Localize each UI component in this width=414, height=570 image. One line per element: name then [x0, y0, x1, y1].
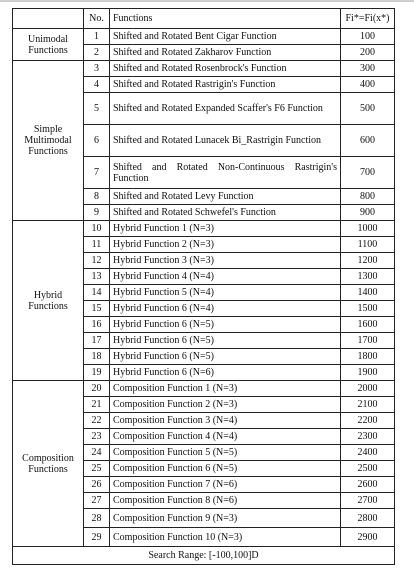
row-no: 16 [84, 317, 110, 333]
category-hybrid: Hybrid Functions [13, 221, 84, 381]
row-no: 12 [84, 253, 110, 269]
row-function: Composition Function 8 (N=6) [110, 493, 341, 509]
row-no: 7 [84, 157, 110, 189]
row-function: Hybrid Function 5 (N=4) [110, 285, 341, 301]
row-value: 1800 [341, 349, 395, 365]
row-value: 1900 [341, 365, 395, 381]
row-function: Shifted and Rotated Expanded Scaffer's F6 Function [110, 93, 341, 125]
row-value: 900 [341, 205, 395, 221]
row-no: 8 [84, 189, 110, 205]
row-value: 2300 [341, 429, 395, 445]
row-no: 27 [84, 493, 110, 509]
header-category [13, 9, 84, 29]
row-value: 200 [341, 45, 395, 61]
row-function: Hybrid Function 6 (N=5) [110, 317, 341, 333]
row-no: 14 [84, 285, 110, 301]
row-function: Composition Function 4 (N=4) [110, 429, 341, 445]
row-no: 22 [84, 413, 110, 429]
row-function: Composition Function 9 (N=3) [110, 509, 341, 528]
row-function: Shifted and Rotated Lunacek Bi_Rastrigin Function [110, 125, 341, 157]
search-range-note: Search Range: [-100,100]D [13, 547, 395, 565]
row-no: 1 [84, 29, 110, 45]
row-value: 1000 [341, 221, 395, 237]
row-function: Hybrid Function 6 (N=4) [110, 301, 341, 317]
row-function: Hybrid Function 3 (N=3) [110, 253, 341, 269]
category-unimodal: Unimodal Functions [13, 29, 84, 61]
row-value: 100 [341, 29, 395, 45]
row-value: 2000 [341, 381, 395, 397]
row-value: 1200 [341, 253, 395, 269]
row-value: 1700 [341, 333, 395, 349]
row-function: Composition Function 3 (N=4) [110, 413, 341, 429]
row-function: Shifted and Rotated Bent Cigar Function [110, 29, 341, 45]
row-value: 2600 [341, 477, 395, 493]
row-function: Hybrid Function 1 (N=3) [110, 221, 341, 237]
row-function: Shifted and Rotated Rosenbrock's Function [110, 61, 341, 77]
row-no: 18 [84, 349, 110, 365]
row-value: 2900 [341, 528, 395, 547]
row-function: Composition Function 10 (N=3) [110, 528, 341, 547]
row-value: 1300 [341, 269, 395, 285]
row-function: Hybrid Function 6 (N=5) [110, 333, 341, 349]
row-no: 21 [84, 397, 110, 413]
row-value: 2400 [341, 445, 395, 461]
row-no: 28 [84, 509, 110, 528]
row-value: 2100 [341, 397, 395, 413]
row-no: 20 [84, 381, 110, 397]
footer-row [13, 547, 395, 565]
table-row [13, 61, 395, 77]
row-no: 9 [84, 205, 110, 221]
row-function: Composition Function 6 (N=5) [110, 461, 341, 477]
category-composition: Composition Functions [13, 381, 84, 547]
header-functions: Functions [110, 9, 341, 29]
row-function: Shifted and Rotated Zakharov Function [110, 45, 341, 61]
header-optimum: Fi*=Fi(x*) [341, 9, 395, 29]
row-value: 800 [341, 189, 395, 205]
header-no: No. [84, 9, 110, 29]
table-row [13, 381, 395, 397]
row-no: 17 [84, 333, 110, 349]
row-function: Hybrid Function 6 (N=5) [110, 349, 341, 365]
table-row [13, 29, 395, 45]
top-cropped-line [0, 0, 414, 2]
row-function: Composition Function 7 (N=6) [110, 477, 341, 493]
row-function: Shifted and Rotated Levy Function [110, 189, 341, 205]
row-function: Composition Function 5 (N=5) [110, 445, 341, 461]
row-no: 13 [84, 269, 110, 285]
row-value: 2700 [341, 493, 395, 509]
row-value: 300 [341, 61, 395, 77]
row-value: 1600 [341, 317, 395, 333]
row-no: 15 [84, 301, 110, 317]
row-no: 10 [84, 221, 110, 237]
category-simple-multimodal: Simple Multimodal Functions [13, 61, 84, 221]
row-function: Shifted and Rotated Non-Continuous Rastrigin's Function [110, 157, 341, 189]
row-function: Hybrid Function 2 (N=3) [110, 237, 341, 253]
row-function: Hybrid Function 6 (N=6) [110, 365, 341, 381]
row-function: Composition Function 2 (N=3) [110, 397, 341, 413]
row-function: Shifted and Rotated Schwefel's Function [110, 205, 341, 221]
benchmark-functions-table [12, 8, 395, 565]
row-no: 5 [84, 93, 110, 125]
row-no: 3 [84, 61, 110, 77]
row-value: 500 [341, 93, 395, 125]
row-value: 400 [341, 77, 395, 93]
row-value: 1100 [341, 237, 395, 253]
row-value: 1400 [341, 285, 395, 301]
row-value: 2500 [341, 461, 395, 477]
row-no: 19 [84, 365, 110, 381]
row-no: 6 [84, 125, 110, 157]
row-no: 4 [84, 77, 110, 93]
row-value: 2800 [341, 509, 395, 528]
row-value: 1500 [341, 301, 395, 317]
table-row [13, 221, 395, 237]
row-no: 2 [84, 45, 110, 61]
row-value: 2200 [341, 413, 395, 429]
row-function: Composition Function 1 (N=3) [110, 381, 341, 397]
row-no: 11 [84, 237, 110, 253]
row-function: Hybrid Function 4 (N=4) [110, 269, 341, 285]
row-value: 600 [341, 125, 395, 157]
row-no: 29 [84, 528, 110, 547]
row-function: Shifted and Rotated Rastrigin's Function [110, 77, 341, 93]
row-no: 23 [84, 429, 110, 445]
header-row [13, 9, 395, 29]
row-no: 25 [84, 461, 110, 477]
row-no: 26 [84, 477, 110, 493]
row-no: 24 [84, 445, 110, 461]
row-value: 700 [341, 157, 395, 189]
